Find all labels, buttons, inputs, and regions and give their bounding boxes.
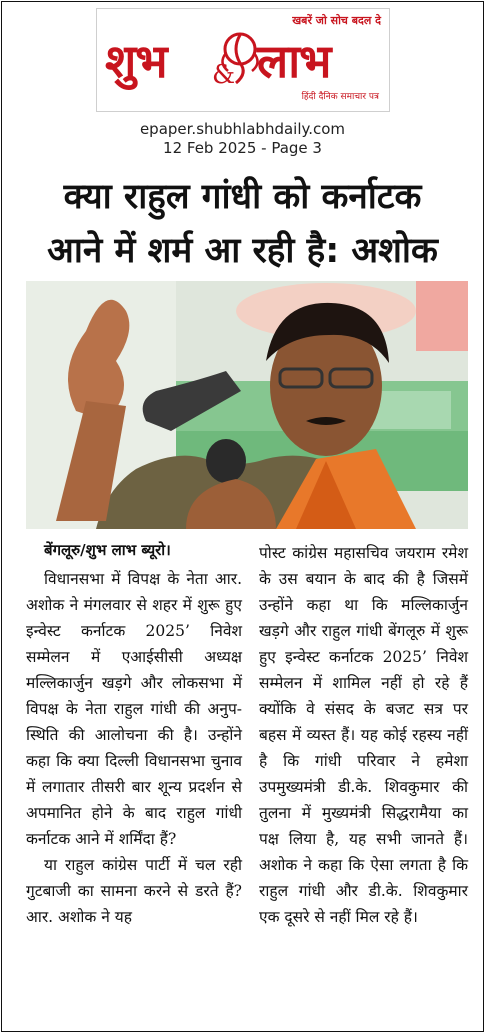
source-url: epaper.shubhlabhdaily.com	[139, 120, 346, 138]
date-page: 12 Feb 2025 - Page 3	[163, 139, 322, 157]
paragraph-2: या राहुल कांग्रेस पार्टी में चल रही गुटबाजी का सामना करने से डरते हैं? आर. अशोक ने यह	[26, 856, 242, 926]
article-column-1	[26, 566, 242, 930]
masthead-subline: हिंदी दैनिक समाचार पत्र	[301, 92, 379, 102]
speaker-photo	[26, 281, 468, 529]
headline-line-2: आने में शर्म आ रही है: अशोक	[47, 231, 438, 271]
article-column-2	[259, 540, 468, 930]
svg-text:&: &	[212, 60, 236, 87]
masthead	[96, 8, 390, 112]
masthead-tagline: खबरें जो सोच बदल दे	[292, 14, 381, 27]
article-photo	[26, 281, 468, 529]
paragraph-3: पोस्ट कांग्रेस महासचिव जयराम रमेश के उस बयान के बाद की है जिसमें उन्होंने कहा था कि मल्लिकार्जुन खड़गे और राहुल गांधी बेंगलूरु में शुरू हुए इन्वेस्ट कर्नाटक 2025’ निवेश सम्मेलन में शामिल नहीं हो रहे हैं क्योंकि वे संसद के बजट सत्र पर बहस में व्यस्त हैं। यह कोई रहस्य नहीं है कि गांधी परिवार ने हमेशा उपमुख्यमंत्री डी.के. शिवकुमार की तुलना में मुख्यमंत्री सिद्धरामैया का पक्ष लिया है, यह सभी जानते हैं। अशोक ने कहा कि ऐसा लगता है कि राहुल गांधी और डी.के. शिवकुमार एक दूसरे से नहीं मिल रहे हैं।	[259, 544, 468, 926]
logo-text-right: लाभ	[257, 34, 331, 88]
ganesha-logo-icon	[210, 27, 264, 87]
headline-line-1: क्या राहुल गांधी को कर्नाटक	[63, 177, 422, 217]
paragraph-1: विधानसभा में विपक्ष के नेता आर. अशोक ने मंगलवार से शहर में शुरू हुए इन्वेस्ट कर्नाटक 2025’ निवेश सम्मेलन में एआईसीसी अध्यक्ष मल्लिकार्जुन खड़गे और लोकसभा में विपक्ष के नेता राहुल गांधी की अनुप-स्थिति की आलोचना की है। उन्होंने कहा कि क्या दिल्ली विधानसभा चुनाव में लगातार तीसरी बार शून्य प्रदर्शन से अपमानित होने के बाद राहुल गांधी कर्नाटक आने में शर्मिंदा हैं?	[26, 570, 242, 848]
byline: बेंगलूरु/शुभ लाभ ब्यूरो।	[44, 541, 171, 559]
logo-text-left: शुभ	[105, 34, 167, 88]
